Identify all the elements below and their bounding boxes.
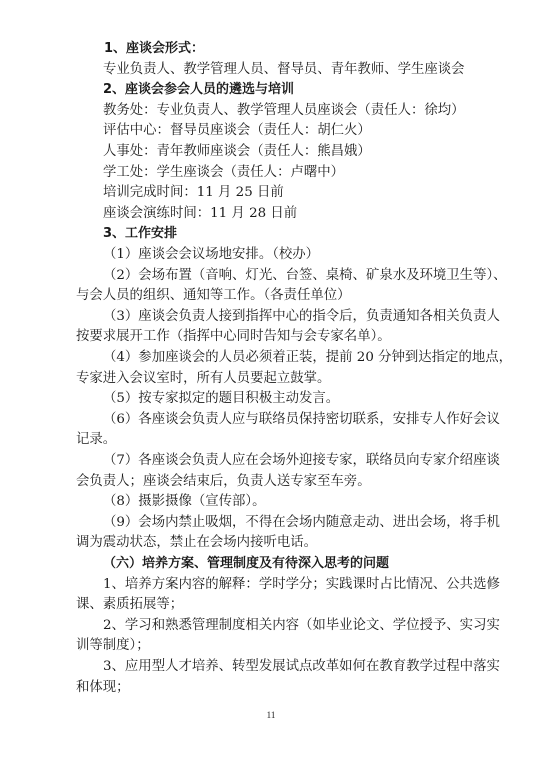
paragraph-line: 座谈会演练时间：11 月 28 日前 — [103, 206, 298, 221]
paragraph-line: （4）参加座谈会的人员必须着正装，提前 20 分钟到达指定的地点， — [103, 350, 513, 365]
paragraph-line: 专家进入会议室时，所有人员要起立鼓掌。 — [76, 371, 331, 386]
paragraph-line: 教务处：专业负责人、教学管理人员座谈会（责任人：徐均） — [103, 103, 465, 118]
paragraph-line: （2）会场布置（音响、灯光、台签、桌椅、矿泉水及环境卫生等）、 — [103, 268, 507, 283]
paragraph-line: （1）座谈会会议场地安排。（校办） — [103, 247, 320, 262]
paragraph-line: （5）按专家拟定的题目积极主动发言。 — [103, 391, 340, 406]
paragraph-line: 1、培养方案内容的解释：学时学分；实践课时占比情况、公共选修 — [103, 577, 500, 592]
paragraph-line: （8）摄影摄像（宣传部）。 — [103, 494, 266, 509]
section-heading: （六）培养方案、管理制度及有待深入思考的问题 — [103, 556, 390, 571]
paragraph-line: 课、素质拓展等； — [76, 597, 184, 612]
paragraph-line: 和体现； — [76, 680, 130, 695]
paragraph-line: 评估中心：督导员座谈会（责任人：胡仁火） — [103, 123, 371, 138]
paragraph-line: 会负责人；座谈会结束后，负责人送专家至车旁。 — [76, 474, 371, 489]
paragraph-line: 记录。 — [76, 432, 117, 447]
paragraph-line: 学工处：学生座谈会（责任人：卢曙中） — [103, 165, 345, 180]
paragraph-line: （9）会场内禁止吸烟，不得在会场内随意走动、进出会场，将手机 — [103, 515, 500, 530]
page-number: 11 — [266, 710, 276, 720]
heading-selection: 2、座谈会参会人员的遴选与培训 — [103, 82, 295, 97]
paragraph-line: （6）各座谈会负责人应与联络员保持密切联系，安排专人作好会议 — [103, 412, 500, 427]
paragraph-line: 培训完成时间：11 月 25 日前 — [103, 185, 284, 200]
paragraph-line: （7）各座谈会负责人应在会场外迎接专家，联络员向专家介绍座谈 — [103, 453, 500, 468]
paragraph-line: 2、学习和熟悉管理制度相关内容（如毕业论文、学位授予、实习实 — [103, 618, 500, 633]
heading-work: 3、工作安排 — [103, 226, 178, 241]
paragraph-line: 3、应用型人才培养、转型发展试点改革如何在教育教学过程中落实 — [103, 659, 500, 674]
paragraph-line: 按要求展开工作（指挥中心同时告知与会专家名单）。 — [76, 329, 391, 344]
paragraph-line: （3）座谈会负责人接到指挥中心的指令后，负责通知各相关负责人 — [103, 309, 500, 324]
paragraph-line: 专业负责人、教学管理人员、督导员、青年教师、学生座谈会 — [103, 62, 465, 77]
paragraph-line: 与会人员的组织、通知等工作。（各责任单位） — [76, 288, 351, 303]
paragraph-line: 人事处：青年教师座谈会（责任人：熊昌娥） — [103, 144, 371, 159]
paragraph-line: 训等制度）； — [76, 638, 150, 653]
heading-format: 1、座谈会形式： — [104, 41, 205, 56]
paragraph-line: 调为震动状态，禁止在会场内接听电话。 — [76, 535, 318, 550]
